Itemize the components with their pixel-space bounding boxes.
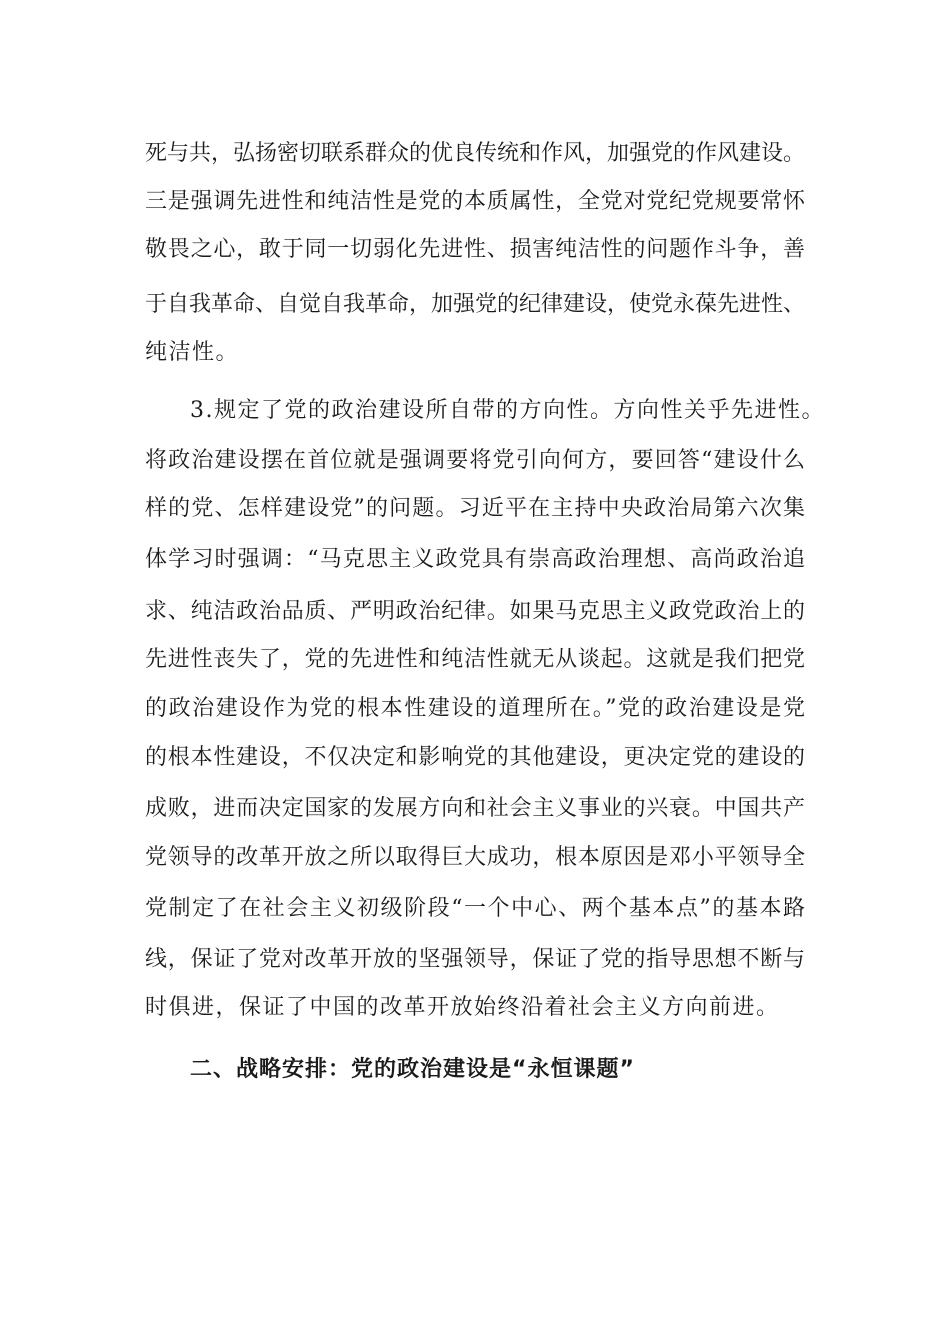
text-line: 党领导的改革开放之所以取得巨大成功，根本原因是邓小平领导全 <box>145 845 805 870</box>
text-line: 三是强调先进性和纯洁性是党的本质属性，全党对党纪党规要常怀 <box>145 189 805 214</box>
text-line: 样的党、怎样建设党”的问题。习近平在主持中央政治局第六次集 <box>145 496 805 521</box>
text-line: 将政治建设摆在首位就是强调要将党引向何方，要回答“建设什么 <box>145 448 805 473</box>
text-line: 死与共，弘扬密切联系群众的优良传统和作风，加强党的作风建设。 <box>145 141 806 166</box>
text-line: 的根本性建设，不仅决定和影响党的其他建设，更决定党的建设的 <box>145 745 805 770</box>
text-line: 纯洁性。 <box>145 340 240 365</box>
text-line: 的政治建设作为党的根本性建设的道理所在。”党的政治建设是党 <box>145 696 805 721</box>
text-line: 线，保证了党对改革开放的坚强领导，保证了党的指导思想不断与 <box>145 947 805 972</box>
text-line: 党制定了在社会主义初级阶段“一个中心、两个基本点”的基本路 <box>145 896 805 921</box>
text-line: 成败，进而决定国家的发展方向和社会主义事业的兴衰。中国共产 <box>145 796 805 821</box>
text-line: 先进性丧失了，党的先进性和纯洁性就无从谈起。这就是我们把党 <box>145 647 805 672</box>
text-line: 于自我革命、自觉自我革命，加强党的纪律建设，使党永葆先进性、 <box>145 292 806 317</box>
text-line: 3.规定了党的政治建设所自带的方向性。方向性关乎先进性。 <box>190 398 825 423</box>
section-heading: 二、战略安排：党的政治建设是“永恒课题” <box>190 1057 635 1082</box>
text-line: 敬畏之心，敢于同一切弱化先进性、损害纯洁性的问题作斗争，善 <box>145 237 805 262</box>
text-line: 求、纯洁政治品质、严明政治纪律。如果马克思主义政党政治上的 <box>145 599 805 624</box>
text-line: 时俱进，保证了中国的改革开放始终沿着社会主义方向前进。 <box>145 995 780 1020</box>
text-line: 体学习时强调：“马克思主义政党具有崇高政治理想、高尚政治追 <box>145 547 805 572</box>
